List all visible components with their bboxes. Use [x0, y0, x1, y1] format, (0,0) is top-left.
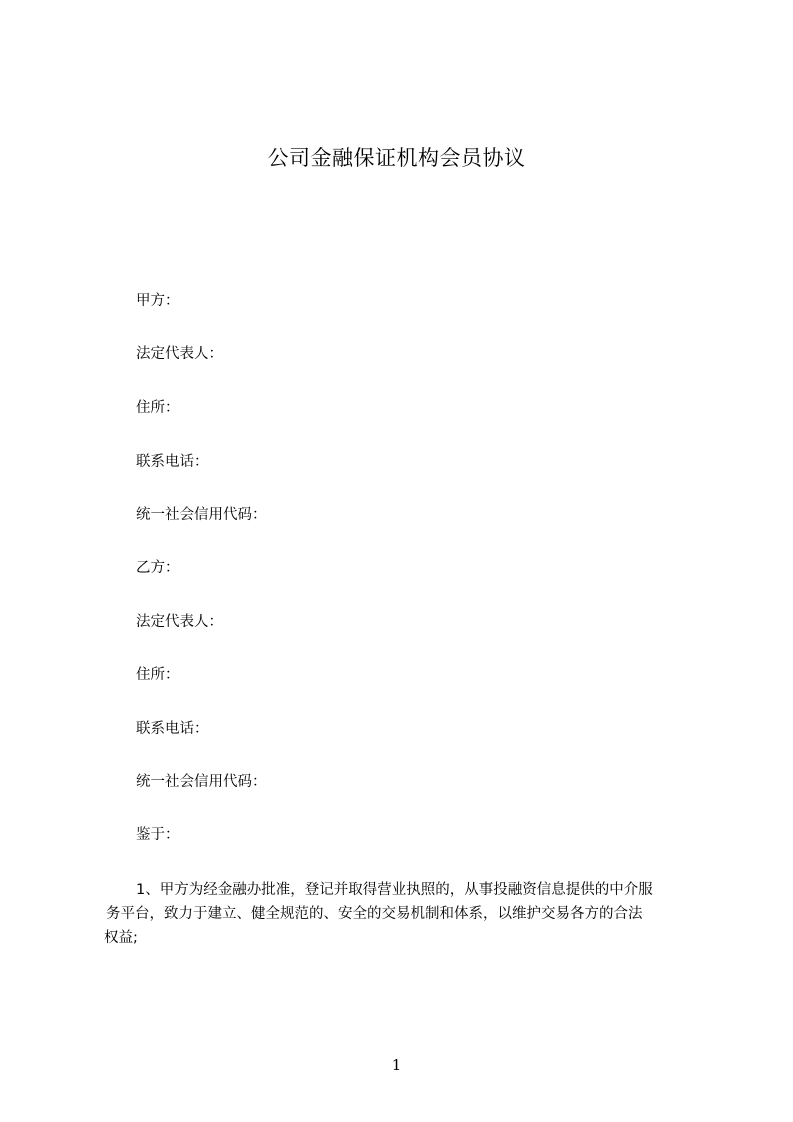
party-b-phone-label: 联系电话： [136, 721, 209, 737]
party-a-label: 甲方： [136, 293, 180, 309]
party-a-credit-code-label: 统一社会信用代码： [136, 507, 267, 523]
clause-1-line: 权益; [104, 930, 138, 946]
clause-1-line: 务平台，致力于建立、健全规范的、安全的交易机制和体系，以维护交易各方的合法 [106, 906, 643, 922]
party-b-credit-code-label: 统一社会信用代码： [136, 774, 267, 790]
party-a-phone-label: 联系电话： [136, 454, 209, 470]
party-b-legal-representative-label: 法定代表人： [136, 614, 223, 630]
document-title: 公司金融保证机构会员协议 [267, 146, 526, 170]
party-a-legal-representative-label: 法定代表人： [136, 346, 223, 362]
whereas-label: 鉴于： [136, 827, 180, 843]
page-number: 1 [391, 1056, 402, 1074]
clause-1-line: 1、甲方为经金融办批准，登记并取得营业执照的，从事投融资信息提供的中介服 [136, 882, 653, 898]
party-b-label: 乙方： [136, 560, 180, 576]
clause-1-paragraph [104, 878, 719, 950]
party-b-address-label: 住所： [136, 667, 180, 683]
party-a-address-label: 住所： [136, 400, 180, 416]
